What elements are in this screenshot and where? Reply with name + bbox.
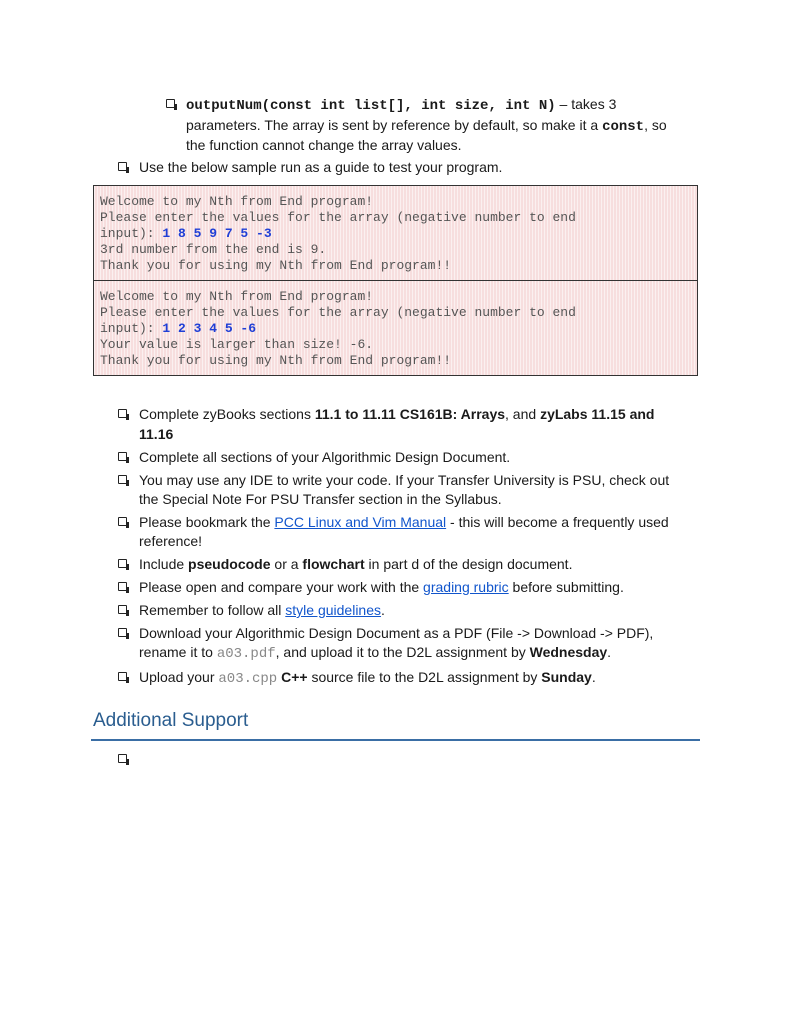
- bookmark-pre: Please bookmark the: [139, 514, 275, 530]
- sunday-deadline: Sunday: [541, 669, 592, 685]
- pseudocode-word: pseudocode: [188, 556, 271, 572]
- checkbox-bullet-icon: [118, 754, 127, 763]
- zybooks-mid: , and: [505, 406, 541, 422]
- pseudo-post: in part d of the design document.: [364, 556, 573, 572]
- download-post: .: [607, 644, 612, 660]
- console-line: Your value is larger than size! -6.: [100, 337, 374, 352]
- upload-pre: Upload your: [139, 669, 219, 685]
- output-num-line1: [186, 94, 616, 116]
- grading-rubric-link[interactable]: grading rubric: [423, 579, 509, 595]
- design-doc-task: Complete all sections of your Algorithmic Design Document.: [139, 449, 511, 465]
- upload-mid: source file to the D2L assignment by: [307, 669, 542, 685]
- cpp-filename: a03.cpp: [218, 671, 278, 687]
- ide-task-line2: the Special Note For PSU Transfer section in the Syllabus.: [139, 491, 502, 507]
- console-sample-run-1: [93, 185, 698, 281]
- console-line: [100, 321, 691, 337]
- console-line: Welcome to my Nth from End program!: [100, 289, 374, 304]
- style-task: [139, 600, 385, 620]
- checkbox-bullet-icon: [118, 517, 127, 526]
- console-user-input: 1 2 3 4 5 -6: [162, 321, 257, 336]
- output-num-line3: the function cannot change the array values.: [186, 137, 462, 153]
- console-sample-run-2: [93, 280, 698, 376]
- console-line: 3rd number from the end is 9.: [100, 242, 327, 257]
- pcc-linux-vim-manual-link[interactable]: PCC Linux and Vim Manual: [274, 514, 447, 530]
- output-num-line2: [186, 115, 667, 137]
- additional-support-heading: Additional Support: [93, 710, 249, 731]
- console-line: Thank you for using my Nth from End program!!: [100, 353, 452, 368]
- console-user-input: 1 8 5 9 7 5 -3: [162, 226, 272, 241]
- checkbox-bullet-icon: [118, 605, 127, 614]
- cpp-word: C++: [277, 669, 308, 685]
- output-num-line2-post: , so: [644, 117, 667, 133]
- zybooks-pre: Complete zyBooks sections: [139, 406, 315, 422]
- download-task: Download your Algorithmic Design Document as a PDF (File -> Download -> PDF),: [139, 625, 654, 641]
- console-line: [100, 226, 691, 242]
- download-mid: , and upload it to the D2L assignment by: [275, 644, 530, 660]
- pseudo-mid: or a: [270, 556, 303, 572]
- output-num-dash-text: – takes 3: [555, 96, 617, 112]
- zybooks-task: [139, 404, 654, 424]
- ide-task: You may use any IDE to write your code. If your Transfer University is PSU, check out: [139, 472, 670, 488]
- checkbox-bullet-icon: [118, 162, 127, 171]
- checkbox-bullet-icon: [118, 582, 127, 591]
- checkbox-bullet-icon: [118, 452, 127, 461]
- bookmark-task: [139, 512, 669, 532]
- sample-run-text: Use the below sample run as a guide to test your program.: [139, 159, 503, 175]
- download-pre: rename it to: [139, 644, 217, 660]
- console-prompt: input):: [100, 226, 163, 241]
- console-line: Please enter the values for the array (negative number to end: [100, 305, 576, 320]
- console-line: Please enter the values for the array (negative number to end: [100, 210, 576, 225]
- bookmark-task-line2: reference!: [139, 533, 203, 549]
- output-num-line2-pre: parameters. The array is sent by reference by default, so make it a: [186, 117, 603, 133]
- bookmark-post: - this will become a frequently used: [446, 514, 669, 530]
- wednesday-deadline: Wednesday: [529, 644, 608, 660]
- pseudo-pre: Include: [139, 556, 189, 572]
- zylabs-section-number: 11.16: [139, 426, 174, 442]
- checkbox-bullet-icon: [118, 628, 127, 637]
- zybooks-task-line2: [139, 424, 173, 444]
- pseudocode-task: [139, 554, 572, 574]
- checkbox-bullet-icon: [118, 475, 127, 484]
- checkbox-bullet-icon: [118, 672, 127, 681]
- style-pre: Remember to follow all: [139, 602, 286, 618]
- download-task-line2: [139, 642, 611, 664]
- rubric-pre: Please open and compare your work with the: [139, 579, 424, 595]
- rubric-task: [139, 577, 624, 597]
- rubric-post: before submitting.: [508, 579, 624, 595]
- heading-divider: [91, 739, 700, 741]
- zylabs-sections: zyLabs 11.15 and: [540, 406, 655, 422]
- style-post: .: [381, 602, 385, 618]
- flowchart-word: flowchart: [302, 556, 365, 572]
- pdf-filename: a03.pdf: [216, 646, 276, 662]
- zybooks-sections: 11.1 to 11.11 CS161B: Arrays: [314, 406, 506, 422]
- upload-task: [139, 667, 596, 689]
- style-guidelines-link[interactable]: style guidelines: [285, 602, 382, 618]
- checkbox-bullet-icon: [118, 559, 127, 568]
- output-num-signature: outputNum(const int list[], int size, int N): [186, 98, 556, 114]
- checkbox-bullet-icon: [166, 99, 175, 108]
- const-keyword: const: [602, 119, 645, 135]
- checkbox-bullet-icon: [118, 409, 127, 418]
- upload-post: .: [591, 669, 596, 685]
- console-line: Thank you for using my Nth from End program!!: [100, 258, 452, 273]
- console-prompt: input):: [100, 321, 163, 336]
- console-line: Welcome to my Nth from End program!: [100, 194, 374, 209]
